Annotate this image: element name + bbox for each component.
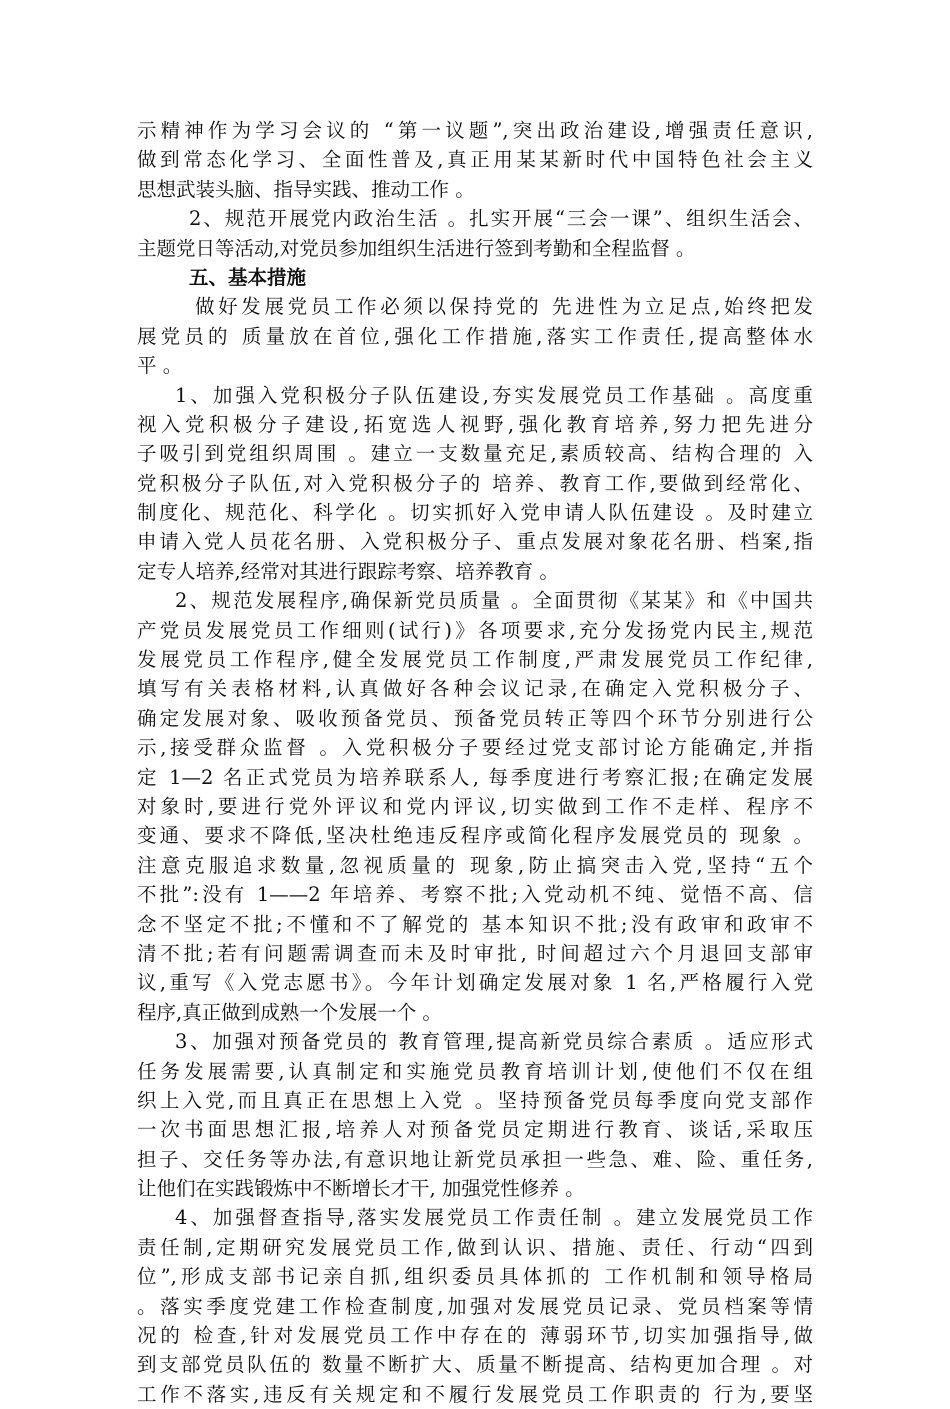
text-line: 定 1—2 名正式党员为培养联系人, 每季度进行考察汇报;在确定发展 [137,765,813,789]
text-line: 示,接受群众监督 。入党积极分子要经过党支部讨论方能确定,并指 [137,736,813,760]
text-line: 3、加强对预备党员的 教育管理,提高新党员综合素质 。适应形式 [175,1030,813,1054]
text-line: 工作不落实,违反有关规定和不履行发展党员工作职责的 行为,要坚 [137,1382,813,1406]
text-line: 子吸引到党组织周围 。建立一支数量充足,素质较高、结构合理的 入 [137,442,813,466]
text-line: 到支部党员队伍的 数量不断扩大、质量不断提高、结构更加合理 。对 [137,1353,813,1377]
text-line: 思想武装头脑、指导实践、推动工作 。 [137,177,475,201]
text-line: 平 。 [137,354,183,378]
text-line: 责任制,定期研究发展党员工作,做到认识、措施、责任、行动“四到 [137,1235,813,1259]
text-line: 2、规范发展程序,确保新党员质量 。全面贯彻《某某》和《中国共 [175,589,813,613]
text-line: 清不批;若有问题需调查而未及时审批, 时间超过六个月退回支部审 [137,941,813,965]
text-line: 党积极分子队伍,对入党积极分子的 培养、教育工作,要做到经常化、 [137,471,813,495]
text-line: 担子、交任务等办法,有意识地让新党员承担一些急、难、险、重任务, [137,1147,813,1171]
text-line: 。落实季度党建工作检查制度,加强对发展党员记录、党员档案等情 [137,1294,813,1318]
text-line: 做好发展党员工作必须以保持党的 先进性为立足点,始终把发 [195,295,813,319]
text-line: 变通、要求不降低,坚决杜绝违反程序或简化程序发展党员的 现象 。 [137,824,813,848]
text-line: 制度化、规范化、科学化 。切实抓好入党申请人队伍建设 。及时建立 [137,501,813,525]
text-line: 2、规范开展党内政治生活 。扎实开展“三会一课”、组织生活会、 [189,207,813,231]
text-line: 做到常态化学习、全面性普及,真正用某某新时代中国特色社会主义 [137,148,813,172]
section-heading: 五、基本措施 [189,265,307,289]
document-page [137,116,813,1409]
text-line: 织上入党,而且真正在思想上入党 。坚持预备党员每季度向党支部作 [137,1088,813,1112]
text-line: 况的 检查,针对发展党员工作中存在的 薄弱环节,切实加强指导,做 [137,1324,813,1348]
text-line: 注意克服追求数量,忽视质量的 现象,防止搞突击入党,坚持“五个 [137,853,813,877]
text-line: 确定发展对象、吸收预备党员、预备党员转正等四个环节分别进行公 [137,706,813,730]
text-line: 对象时,要进行党外评议和党内评议,切实做到工作不走样、程序不 [137,794,813,818]
text-line: 示精神作为学习会议的 “第一议题”,突出政治建设,增强责任意识, [137,119,813,142]
text-line: 任务发展需要,认真制定和实施党员教育培训计划,使他们不仅在组 [137,1059,813,1083]
text-line: 议,重写《入党志愿书》。今年计划确定发展对象 1 名,严格履行入党 [137,971,813,995]
text-line: 让他们在实践锻炼中不断增长才干, 加强党性修养 。 [137,1177,585,1201]
text-line: 位”,形成支部书记亲自抓,组织委员具体抓的 工作机制和领导格局 [137,1265,813,1289]
text-line: 定专人培养,经常对其进行跟踪考察、培养教育 。 [137,559,559,583]
text-line: 申请入党人员花名册、入党积极分子、重点发展对象花名册、档案,指 [137,530,813,554]
text-line: 发展党员工作程序,健全发展党员工作制度,严肃发展党员工作纪律, [137,648,813,672]
text-line: 填写有关表格材料,认真做好各种会议记录,在确定入党积极分子、 [137,677,813,701]
text-line: 主题党日等活动,对党员参加组织生活进行签到考勤和全程监督 。 [137,236,696,260]
text-line: 1、加强入党积极分子队伍建设,夯实发展党员工作基础 。高度重 [175,383,813,407]
text-line: 4、加强督查指导,落实发展党员工作责任制 。建立发展党员工作 [175,1206,813,1230]
text-line: 程序,真正做到成熟一个发展一个 。 [137,1000,442,1024]
text-line: 视入党积极分子建设,拓宽选人视野,强化教育培养,努力把先进分 [137,412,813,436]
text-line: 一次书面思想汇报,培养人对预备党员定期进行教育、谈话,采取压 [137,1118,813,1142]
text-line: 念不坚定不批;不懂和不了解党的 基本知识不批;没有政审和政审不 [137,912,813,936]
text-line: 展党员的 质量放在首位,强化工作措施,落实工作责任,提高整体水 [137,324,813,348]
text-line: 产党员发展党员工作细则(试行)》各项要求,充分发扬党内民主,规范 [137,618,813,642]
text-line: 不批”:没有 1——2 年培养、考察不批;入党动机不纯、觉悟不高、信 [137,883,813,907]
